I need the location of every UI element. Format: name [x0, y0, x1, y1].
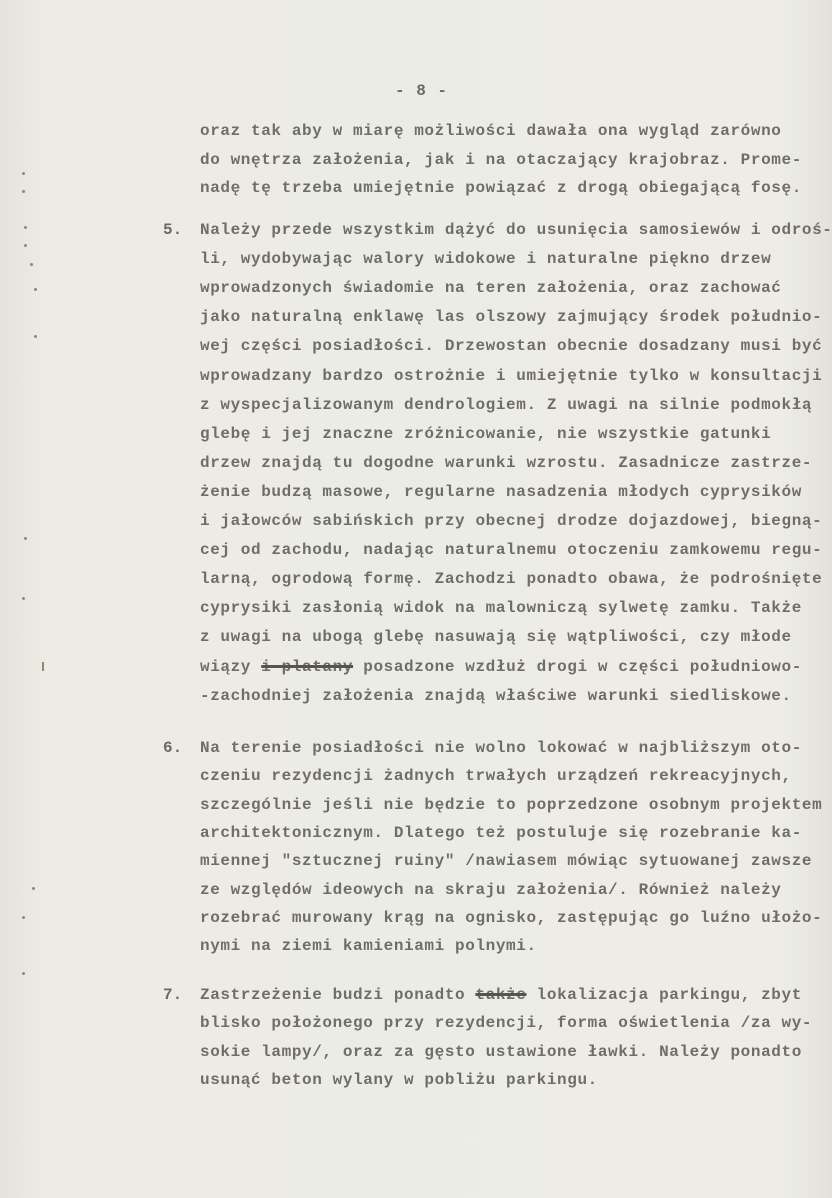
line-text: Należy przede wszystkim dążyć do usunięcia samosiewów i odroś- — [200, 221, 832, 239]
margin-mark — [32, 887, 35, 890]
line-text: lokalizacja parkingu, zbyt — [526, 986, 802, 1004]
line-text: jako naturalną enklawę las olszowy zajmujący środek południo- — [200, 308, 823, 327]
margin-mark — [24, 226, 27, 229]
text-line — [200, 569, 822, 589]
line-text: z uwagi na ubogą glebę nasuwają się wątpliwości, czy młode — [200, 628, 792, 647]
text-line — [200, 482, 802, 502]
line-text: glebę i jej znaczne zróżnicowanie, nie wszystkie gatunki — [200, 424, 772, 443]
line-text: larną, ogrodową formę. Zachodzi ponadto obawa, że podrośnięte — [200, 570, 823, 589]
line-text: li, wydobywając walory widokowe i naturalne piękno drzew — [200, 250, 772, 269]
text-line — [200, 424, 771, 444]
text-line — [200, 766, 792, 786]
line-text: Na terenie posiadłości nie wolno lokować w najbliższym oto- — [200, 739, 802, 757]
line-text: miennej "sztucznej ruiny" /nawiasem mówiąc sytuowanej zawsze — [200, 852, 813, 871]
line-text: wej części posiadłości. Drzewostan obecnie dosadzany musi być — [200, 337, 823, 356]
text-line — [200, 880, 782, 900]
text-line — [200, 453, 812, 473]
struck-through-word: także — [475, 986, 527, 1004]
margin-mark — [34, 288, 37, 291]
line-text: rozebrać murowany krąg na ognisko, zastępując go luźno ułożo- — [200, 908, 823, 927]
text-line — [200, 307, 822, 327]
margin-mark — [24, 537, 27, 540]
margin-mark — [22, 916, 25, 919]
line-text: czeniu rezydencji żadnych trwałych urządzeń rekreacyjnych, — [200, 767, 792, 786]
text-line — [200, 738, 802, 758]
margin-mark — [30, 263, 33, 266]
line-text: wprowadzany bardzo ostrożnie i umiejętnie tylko w konsultacji — [200, 366, 823, 385]
line-text: żenie budzą masowe, regularne nasadzenia młodych cyprysików — [200, 482, 802, 501]
text-line — [200, 985, 802, 1005]
text-line — [200, 336, 822, 356]
line-text: cyprysiki zasłonią widok na malowniczą sylwetę zamku. Także — [200, 599, 802, 618]
line-text: do wnętrza założenia, jak i na otaczający krajobraz. Prome- — [200, 150, 802, 169]
text-line — [200, 150, 802, 170]
line-text: nadę tę trzeba umiejętnie powiązać z drogą obiegającą fosę. — [200, 179, 802, 197]
margin-mark — [24, 244, 27, 247]
text-line — [200, 1070, 598, 1090]
text-line — [200, 936, 537, 956]
line-text: nymi na ziemi kamieniami polnymi. — [200, 937, 537, 956]
line-text: i jałowców sabińskich przy obecnej drodze dojazdowej, biegną- — [200, 512, 823, 530]
margin-mark — [22, 972, 25, 975]
text-line — [200, 851, 812, 871]
text-line — [200, 395, 812, 415]
line-text: oraz tak aby w miarę możliwości dawała ona wygląd zarówno — [200, 122, 782, 140]
text-line — [200, 220, 832, 240]
text-line — [200, 540, 822, 560]
line-text: usunąć beton wylany w pobliżu parkingu. — [200, 1070, 598, 1089]
item-number: 5. — [163, 221, 183, 239]
line-text: szczególnie jeśli nie będzie to poprzedzone osobnym projektem — [200, 795, 823, 814]
text-line — [200, 795, 822, 815]
margin-mark — [42, 662, 44, 671]
line-text: sokie lampy/, oraz za gęsto ustawione ławki. Należy ponadto — [200, 1042, 802, 1061]
text-line — [200, 1042, 802, 1062]
line-text: Zastrzeżenie budzi ponadto — [200, 986, 476, 1004]
struck-through-word: i platany — [261, 657, 354, 676]
line-text: z wyspecjalizowanym dendrologiem. Z uwagi na silnie podmokłą — [200, 395, 813, 414]
margin-mark — [22, 597, 25, 600]
text-line — [200, 657, 802, 677]
text-line — [200, 686, 792, 706]
margin-mark — [22, 172, 25, 175]
text-line — [200, 627, 792, 647]
text-line — [200, 121, 782, 141]
text-line — [200, 178, 802, 198]
text-line — [200, 598, 802, 618]
text-line — [200, 908, 822, 928]
text-line — [200, 366, 822, 386]
text-line — [200, 511, 822, 531]
line-text: wprowadzonych świadomie na teren założenia, oraz zachować — [200, 279, 782, 298]
line-text: -zachodniej założenia znajdą właściwe warunki siedliskowe. — [200, 686, 792, 705]
line-text: ze względów ideowych na skraju założenia/. Również należy — [200, 880, 782, 899]
page-number: - 8 - — [395, 82, 449, 100]
line-text: blisko położonego przy rezydencji, forma oświetlenia /za wy- — [200, 1014, 813, 1033]
line-text: cej od zachodu, nadając naturalnemu otoczeniu zamkowemu regu- — [200, 541, 823, 560]
line-text: drzew znajdą tu dogodne warunki wzrostu. Zasadnicze zastrze- — [200, 453, 813, 472]
text-line — [200, 278, 782, 298]
line-text: architektonicznym. Dlatego też postuluje się rozebranie ka- — [200, 823, 802, 842]
text-line — [200, 1013, 812, 1033]
margin-mark — [34, 335, 37, 338]
item-number: 6. — [163, 739, 183, 757]
line-text: wiązy — [200, 657, 262, 676]
line-text: posadzone wzdłuż drogi w części południowo- — [353, 657, 802, 676]
text-line — [200, 249, 771, 269]
margin-mark — [22, 190, 25, 193]
text-line — [200, 823, 802, 843]
item-number: 7. — [163, 986, 183, 1004]
